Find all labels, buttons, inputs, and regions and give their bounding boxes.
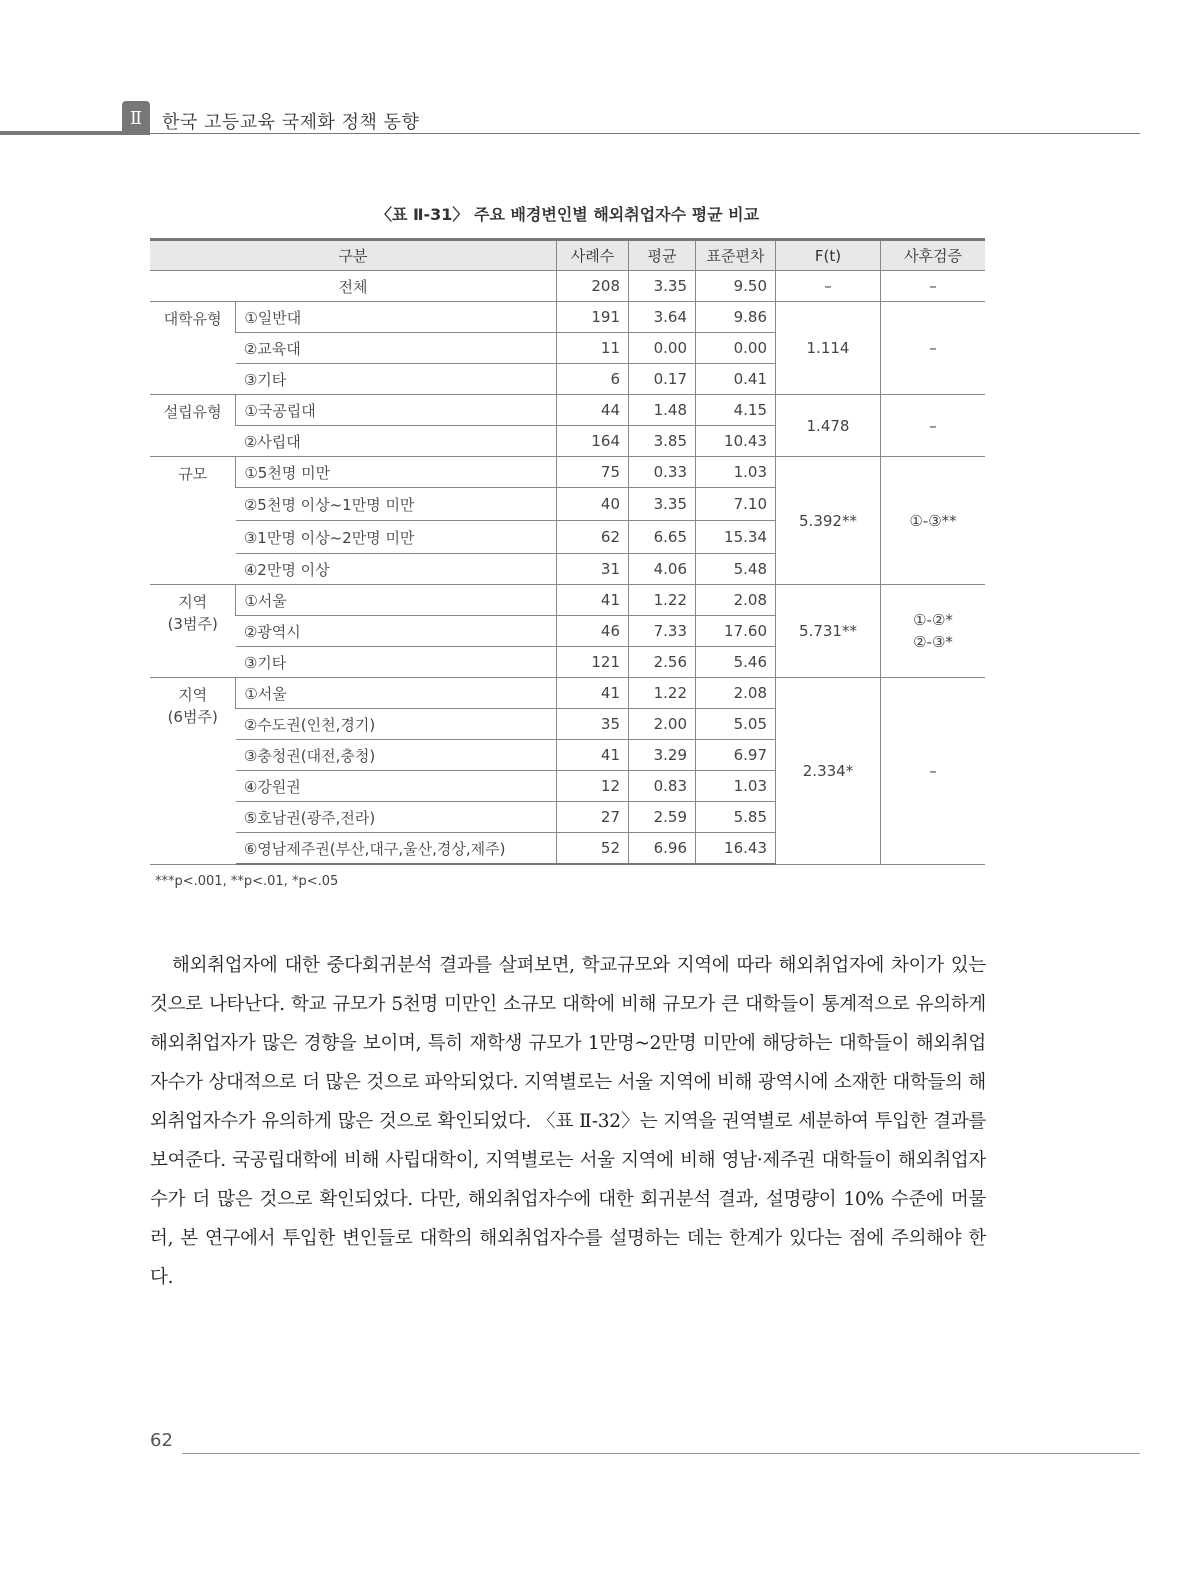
cell-n: 35 xyxy=(557,709,629,740)
cell-posthoc: – xyxy=(881,302,986,395)
cell-posthoc: – xyxy=(881,678,986,865)
group-label: 대학유형 xyxy=(150,302,236,395)
cell-n: 44 xyxy=(557,395,629,426)
col-header-f: F(t) xyxy=(776,240,881,271)
table-row xyxy=(150,395,985,426)
footer-rule xyxy=(182,1453,1140,1454)
cell-mean: 6.96 xyxy=(629,833,696,865)
cell-posthoc: ①-③** xyxy=(881,457,986,585)
cell-sd: 9.50 xyxy=(696,271,776,302)
row-label: ③기타 xyxy=(236,647,557,678)
row-label: ①서울 xyxy=(236,585,557,616)
cell-n: 11 xyxy=(557,333,629,364)
cell-sd: 5.46 xyxy=(696,647,776,678)
table-caption: 〈표 Ⅱ-31〉 주요 배경변인별 해외취업자수 평균 비교 xyxy=(375,205,760,224)
cell-f: – xyxy=(776,271,881,302)
cell-f: 1.478 xyxy=(776,395,881,457)
cell-n: 6 xyxy=(557,364,629,395)
cell-n: 41 xyxy=(557,740,629,771)
total-label: 전체 xyxy=(150,271,557,302)
cell-n: 46 xyxy=(557,616,629,647)
cell-mean: 0.33 xyxy=(629,457,696,488)
row-label: ⑥영남제주권(부산,대구,울산,경상,제주) xyxy=(236,833,557,865)
table-row xyxy=(150,302,985,333)
cell-n: 31 xyxy=(557,554,629,585)
cell-n: 164 xyxy=(557,426,629,457)
table-header-row xyxy=(150,240,985,271)
table-row xyxy=(150,585,985,616)
cell-sd: 9.86 xyxy=(696,302,776,333)
group-label: 지역 (3범주) xyxy=(150,585,236,678)
cell-posthoc: – xyxy=(881,395,986,457)
cell-n: 75 xyxy=(557,457,629,488)
table-row-total xyxy=(150,271,985,302)
cell-n: 12 xyxy=(557,771,629,802)
cell-sd: 2.08 xyxy=(696,678,776,709)
table-row xyxy=(150,457,985,488)
row-label: ②광역시 xyxy=(236,616,557,647)
cell-mean: 3.29 xyxy=(629,740,696,771)
row-label: ②사립대 xyxy=(236,426,557,457)
row-label: ⑤호남권(광주,전라) xyxy=(236,802,557,833)
cell-n: 41 xyxy=(557,678,629,709)
row-label: ②교육대 xyxy=(236,333,557,364)
cell-sd: 5.05 xyxy=(696,709,776,740)
cell-mean: 2.56 xyxy=(629,647,696,678)
row-label: ③1만명 이상~2만명 미만 xyxy=(236,521,557,554)
header-rule-thick xyxy=(0,131,124,135)
cell-n: 191 xyxy=(557,302,629,333)
chapter-badge: Ⅱ xyxy=(122,101,150,135)
col-header-posthoc: 사후검증 xyxy=(881,240,986,271)
cell-mean: 3.85 xyxy=(629,426,696,457)
row-label: ③충청권(대전,충청) xyxy=(236,740,557,771)
row-label: ①일반대 xyxy=(236,302,557,333)
row-label: ④강원권 xyxy=(236,771,557,802)
cell-n: 52 xyxy=(557,833,629,865)
cell-mean: 3.35 xyxy=(629,488,696,521)
cell-sd: 0.41 xyxy=(696,364,776,395)
cell-sd: 1.03 xyxy=(696,457,776,488)
table-row xyxy=(150,678,985,709)
cell-sd: 15.34 xyxy=(696,521,776,554)
row-label: ②수도권(인천,경기) xyxy=(236,709,557,740)
body-paragraph: 해외취업자에 대한 중다회귀분석 결과를 살펴보면, 학교규모와 지역에 따라 해외취업자에 차이가 있는 것으로 나타난다. 학교 규모가 5천명 미만인 소규모 대학에 비해 규모가 큰 대학들이 통계적으로 유의하게 해외취업자가 많은 경향을 보이며, 특히 재학생 규모가 1만명~2만명 미만에 해당하는 대학들이 해외취업자수가 상대적으로 더 많은 것으로 파악되었다. 지역별로는 서울 지역에 비해 광역시에 소재한 대학들의 해외취업자수가 유의하게 많은 것으로 확인되었다. 〈표 Ⅱ-32〉는 지역을 권역별로 세분하여 투입한 결과를 보여준다. 국공립대학에 비해 사립대학이, 지역별로는 서울 지역에 비해 영남·제주권 대학들이 해외취업자수가 더 많은 것으로 확인되었다. 다만, 해외취업자수에 대한 회귀분석 결과, 설명량이 10% 수준에 머물러, 본 연구에서 투입한 변인들로 대학의 해외취업자수를 설명하는 데는 한계가 있다는 점에 주의해야 한다. xyxy=(150,955,986,1288)
cell-mean: 0.00 xyxy=(629,333,696,364)
cell-mean: 3.64 xyxy=(629,302,696,333)
cell-sd: 0.00 xyxy=(696,333,776,364)
cell-f: 5.392** xyxy=(776,457,881,585)
cell-mean: 7.33 xyxy=(629,616,696,647)
col-header-mean: 평균 xyxy=(629,240,696,271)
row-label: ①서울 xyxy=(236,678,557,709)
cell-mean: 1.22 xyxy=(629,678,696,709)
group-label: 설립유형 xyxy=(150,395,236,457)
row-label: ②5천명 이상~1만명 미만 xyxy=(236,488,557,521)
row-label: ③기타 xyxy=(236,364,557,395)
cell-sd: 4.15 xyxy=(696,395,776,426)
cell-sd: 2.08 xyxy=(696,585,776,616)
cell-mean: 1.48 xyxy=(629,395,696,426)
comparison-table xyxy=(150,238,985,865)
cell-sd: 17.60 xyxy=(696,616,776,647)
cell-mean: 2.00 xyxy=(629,709,696,740)
cell-mean: 4.06 xyxy=(629,554,696,585)
page-number: 62 xyxy=(150,1430,173,1451)
cell-sd: 7.10 xyxy=(696,488,776,521)
col-header-category: 구분 xyxy=(150,240,557,271)
cell-n: 208 xyxy=(557,271,629,302)
row-label: ①국공립대 xyxy=(236,395,557,426)
cell-f: 5.731** xyxy=(776,585,881,678)
cell-mean: 3.35 xyxy=(629,271,696,302)
cell-sd: 10.43 xyxy=(696,426,776,457)
cell-mean: 0.83 xyxy=(629,771,696,802)
group-label: 규모 xyxy=(150,457,236,585)
cell-mean: 6.65 xyxy=(629,521,696,554)
cell-posthoc: ①-②* ②-③* xyxy=(881,585,986,678)
row-label: ①5천명 미만 xyxy=(236,457,557,488)
cell-mean: 1.22 xyxy=(629,585,696,616)
cell-sd: 1.03 xyxy=(696,771,776,802)
cell-sd: 6.97 xyxy=(696,740,776,771)
running-header-title: 한국 고등교육 국제화 정책 동향 xyxy=(162,112,420,133)
cell-sd: 5.48 xyxy=(696,554,776,585)
significance-note: ***p<.001, **p<.01, *p<.05 xyxy=(155,874,339,889)
cell-f: 2.334* xyxy=(776,678,881,865)
cell-mean: 0.17 xyxy=(629,364,696,395)
cell-sd: 16.43 xyxy=(696,833,776,865)
cell-n: 27 xyxy=(557,802,629,833)
cell-n: 121 xyxy=(557,647,629,678)
cell-n: 41 xyxy=(557,585,629,616)
group-label: 지역 (6범주) xyxy=(150,678,236,865)
cell-sd: 5.85 xyxy=(696,802,776,833)
col-header-n: 사례수 xyxy=(557,240,629,271)
row-label: ④2만명 이상 xyxy=(236,554,557,585)
cell-n: 62 xyxy=(557,521,629,554)
cell-n: 40 xyxy=(557,488,629,521)
cell-mean: 2.59 xyxy=(629,802,696,833)
col-header-sd: 표준편차 xyxy=(696,240,776,271)
cell-posthoc: – xyxy=(881,271,986,302)
cell-f: 1.114 xyxy=(776,302,881,395)
